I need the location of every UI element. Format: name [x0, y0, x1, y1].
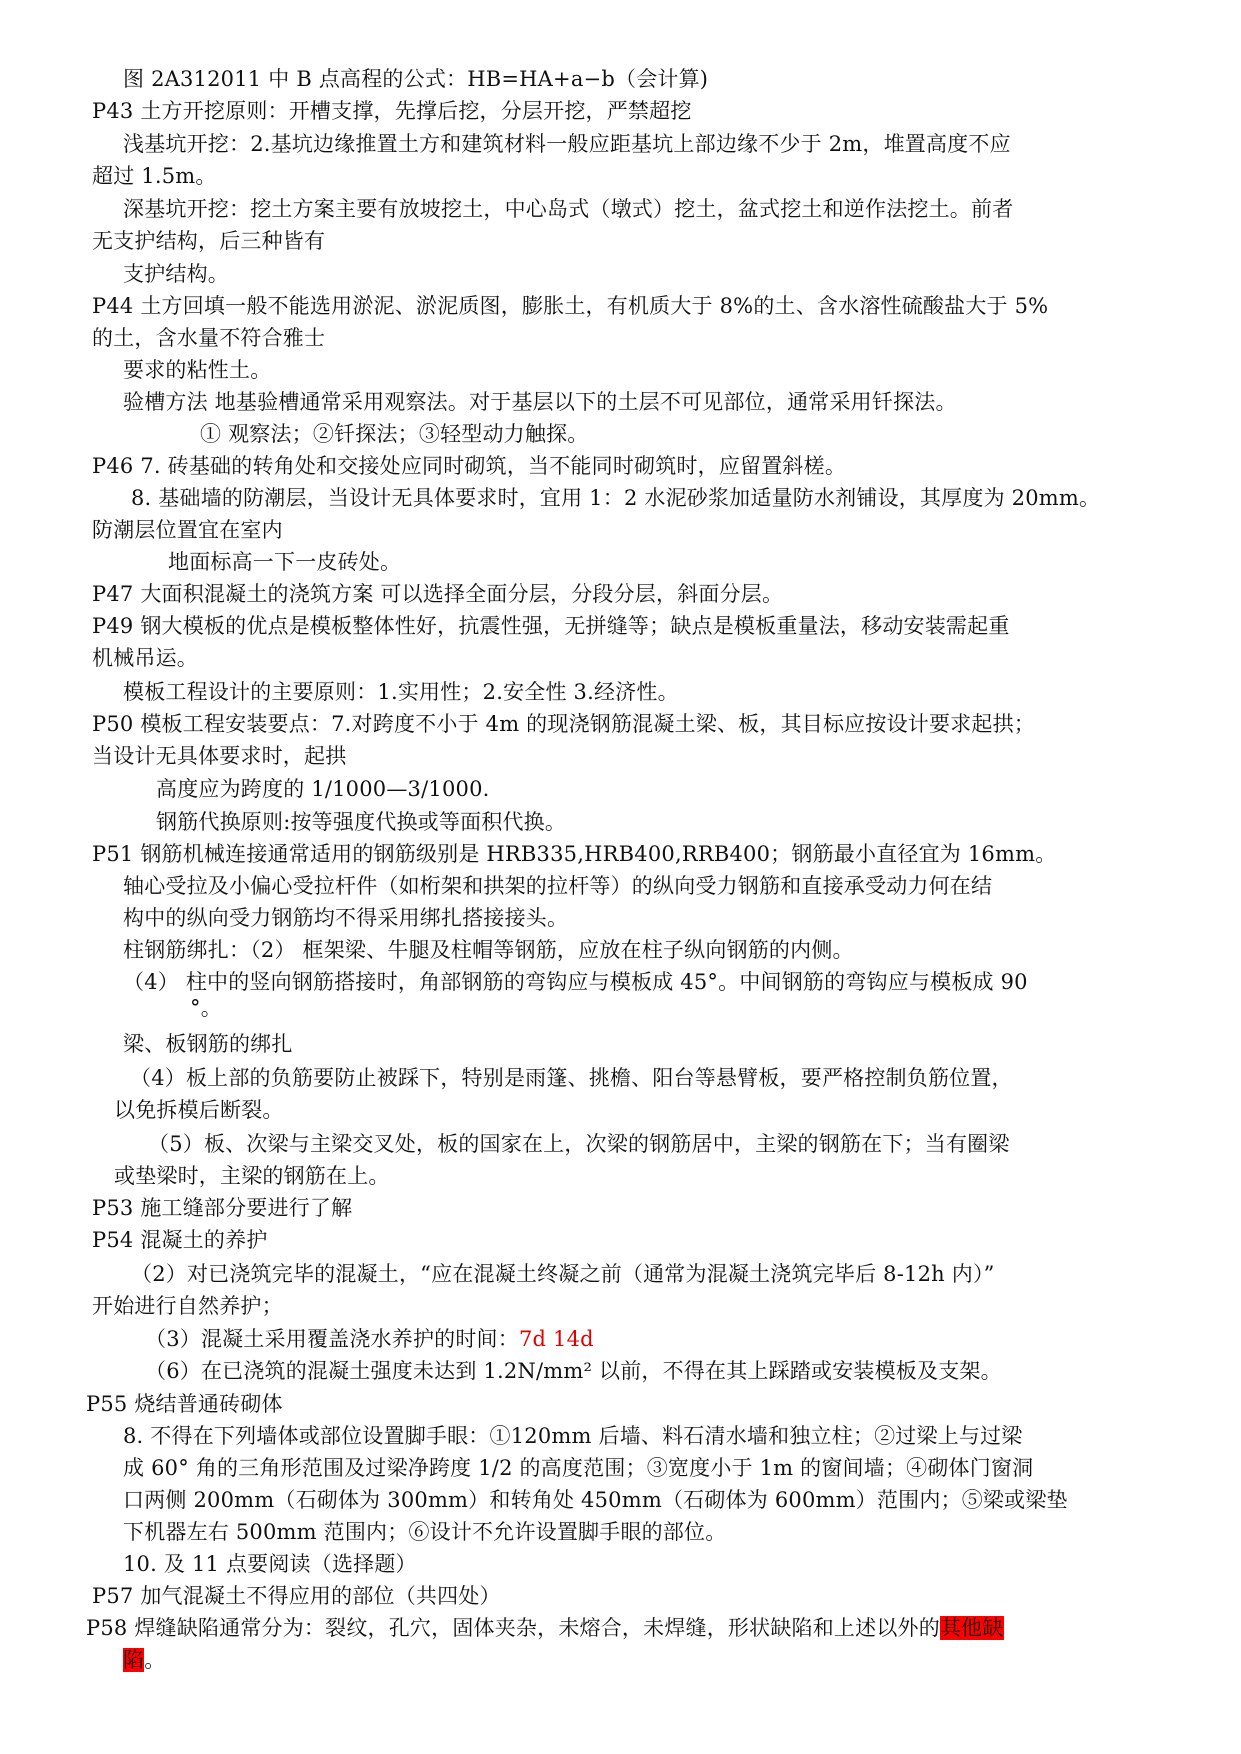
highlighted-other-defects-2: 陷 — [123, 1648, 145, 1672]
deep-pit-line-1: 深基坑开挖：挖土方案主要有放坡挖土，中心岛式（墩式）挖土，盆式挖土和逆作法挖土。前者 — [123, 197, 1014, 221]
p57-line: P57 加气混凝土不得应用的部位（共四处） — [92, 1584, 501, 1608]
p50-line-2: 当设计无具体要求时，起拱 — [92, 744, 347, 768]
inspection-line-1: 验槽方法 地基验槽通常采用观察法。对于基层以下的土层不可见部位，通常采用钎探法。 — [123, 390, 957, 414]
p46-line-3: 防潮层位置宜在室内 — [92, 518, 283, 542]
rebar-substitution-line: 钢筋代换原则:按等强度代换或等面积代换。 — [156, 810, 567, 834]
p51-line-1: P51 钢筋机械连接通常适用的钢筋级别是 HRB335,HRB400,RRB400；钢筋最小直径宜为 16mm。 — [92, 842, 1057, 866]
deep-pit-line-3: 支护结构。 — [123, 262, 229, 286]
p58-text: P58 焊缝缺陷通常分为：裂纹，孔穴，固体夹杂，未熔合，未焊缝，形状缺陷和上述以外的 — [86, 1616, 940, 1640]
scaffold-hole-line-1: 8. 不得在下列墙体或部位设置脚手眼：①120mm 后墙、料石清水墙和独立柱；②过梁上与过梁 — [123, 1424, 1023, 1448]
reading-note-line: 10. 及 11 点要阅读（选择题） — [123, 1552, 417, 1576]
scaffold-hole-line-4: 下机器左右 500mm 范围内；⑥设计不允许设置脚手眼的部位。 — [123, 1520, 727, 1544]
p46-line-4: 地面标高一下一皮砖处。 — [168, 550, 402, 574]
p44-line-3: 要求的粘性土。 — [123, 358, 272, 382]
scaffold-hole-line-2: 成 60° 角的三角形范围及过梁净跨度 1/2 的高度范围；③宽度小于 1m 的窗间墙；④砌体门窗洞 — [123, 1456, 1034, 1480]
p58-line-2 — [123, 1644, 165, 1676]
beam-slab-line-1: （4）板上部的负筋要防止被踩下，特别是雨篷、挑檐、阳台等悬臂板，要严格控制负筋位置， — [130, 1066, 1013, 1090]
p51-line-3: 构中的纵向受力钢筋均不得采用绑扎搭接接头。 — [123, 906, 569, 930]
p44-line-1: P44 土方回填一般不能选用淤泥、淤泥质图，膨胀土，有机质大于 8%的土、含水溶性硫酸盐大于 5% — [92, 294, 1049, 318]
curing-strength-line: （6）在已浇筑的混凝土强度未达到 1.2N/mm² 以前，不得在其上踩踏或安装模板及支架。 — [145, 1359, 1002, 1383]
formula-line: 图 2A312011 中 B 点高程的公式：HB=HA+a−b（会计算) — [123, 67, 709, 91]
deep-pit-line-2: 无支护结构，后三种皆有 — [92, 229, 326, 253]
curing-time-values: 7d 14d — [518, 1327, 594, 1351]
p50-line-1: P50 模板工程安装要点：7.对跨度不小于 4m 的现浇钢筋混凝土梁、板，其目标应按设计要求起拱； — [92, 712, 1035, 736]
beam-slab-heading: 梁、板钢筋的绑扎 — [123, 1032, 293, 1056]
curing-time-line — [145, 1323, 594, 1355]
p53-line: P53 施工缝部分要进行了解 — [92, 1196, 353, 1220]
highlighted-other-defects-1: 其他缺 — [939, 1616, 1004, 1640]
p51-line-2: 轴心受拉及小偏心受拉杆件（如桁架和拱架的拉杆等）的纵向受力钢筋和直接承受动力何在结 — [123, 874, 993, 898]
p55-heading: P55 烧结普通砖砌体 — [86, 1392, 283, 1416]
p49-line-2: 机械吊运。 — [92, 646, 198, 670]
formwork-principle-line: 模板工程设计的主要原则：1.实用性；2.安全性 3.经济性。 — [123, 680, 679, 704]
inspection-line-2: ① 观察法；②钎探法；③轻型动力触探。 — [200, 422, 589, 446]
shallow-pit-line-1: 浅基坑开挖：2.基坑边缘推置土方和建筑材料一般应距基坑上部边缘不少于 2m，堆置高度不应 — [123, 132, 1011, 156]
column-splice-line-1: （4） 柱中的竖向钢筋搭接时，角部钢筋的弯钩应与模板成 45°。中间钢筋的弯钩应与模板成 90 — [123, 970, 1028, 994]
p44-line-2: 的土，含水量不符合雅士 — [92, 326, 326, 350]
beam-slab-line-3: （5）板、次梁与主梁交叉处，板的国家在上，次梁的钢筋居中，主梁的钢筋在下；当有圈梁 — [148, 1132, 1010, 1156]
p47-line: P47 大面积混凝土的浇筑方案 可以选择全面分层，分段分层，斜面分层。 — [92, 582, 784, 606]
scaffold-hole-line-3: 口两侧 200mm（石砌体为 300mm）和转角处 450mm（石砌体为 600mm）范围内；⑤梁或梁垫 — [123, 1488, 1068, 1512]
p46-line-2: 8. 基础墙的防潮层，当设计无具体要求时，宜用 1：2 水泥砂浆加适量防水剂铺设，其厚度为 20mm。 — [131, 486, 1101, 510]
column-binding-line: 柱钢筋绑扎：（2） 框架梁、牛腿及柱帽等钢筋，应放在柱子纵向钢筋的内侧。 — [123, 938, 854, 962]
p58-period: 。 — [144, 1648, 166, 1672]
p43-heading: P43 土方开挖原则：开槽支撑，先撑后挖，分层开挖，严禁超挖 — [92, 99, 692, 123]
curing-line-2: 开始进行自然养护； — [92, 1294, 283, 1318]
column-splice-line-2: °。 — [190, 996, 222, 1020]
beam-slab-line-2: 以免拆模后断裂。 — [114, 1098, 284, 1122]
p54-heading: P54 混凝土的养护 — [92, 1228, 268, 1252]
p58-line-1 — [86, 1612, 1004, 1644]
p46-line-1: P46 7. 砖基础的转角处和交接处应同时砌筑，当不能同时砌筑时，应留置斜槎。 — [92, 454, 847, 478]
beam-slab-line-4: 或垫梁时，主梁的钢筋在上。 — [114, 1164, 390, 1188]
shallow-pit-line-2: 超过 1.5m。 — [92, 164, 217, 188]
curing-time-label: （3）混凝土采用覆盖浇水养护的时间： — [145, 1327, 519, 1351]
p50-line-3: 高度应为跨度的 1/1000—3/1000. — [156, 777, 490, 801]
p49-line-1: P49 钢大模板的优点是模板整体性好，抗震性强，无拼缝等；缺点是模板重量法，移动安装需起重 — [92, 614, 1010, 638]
curing-line-1: （2）对已浇筑完毕的混凝土，“应在混凝土终凝之前（通常为混凝土浇筑完毕后 8-12h 内）” — [131, 1262, 995, 1286]
